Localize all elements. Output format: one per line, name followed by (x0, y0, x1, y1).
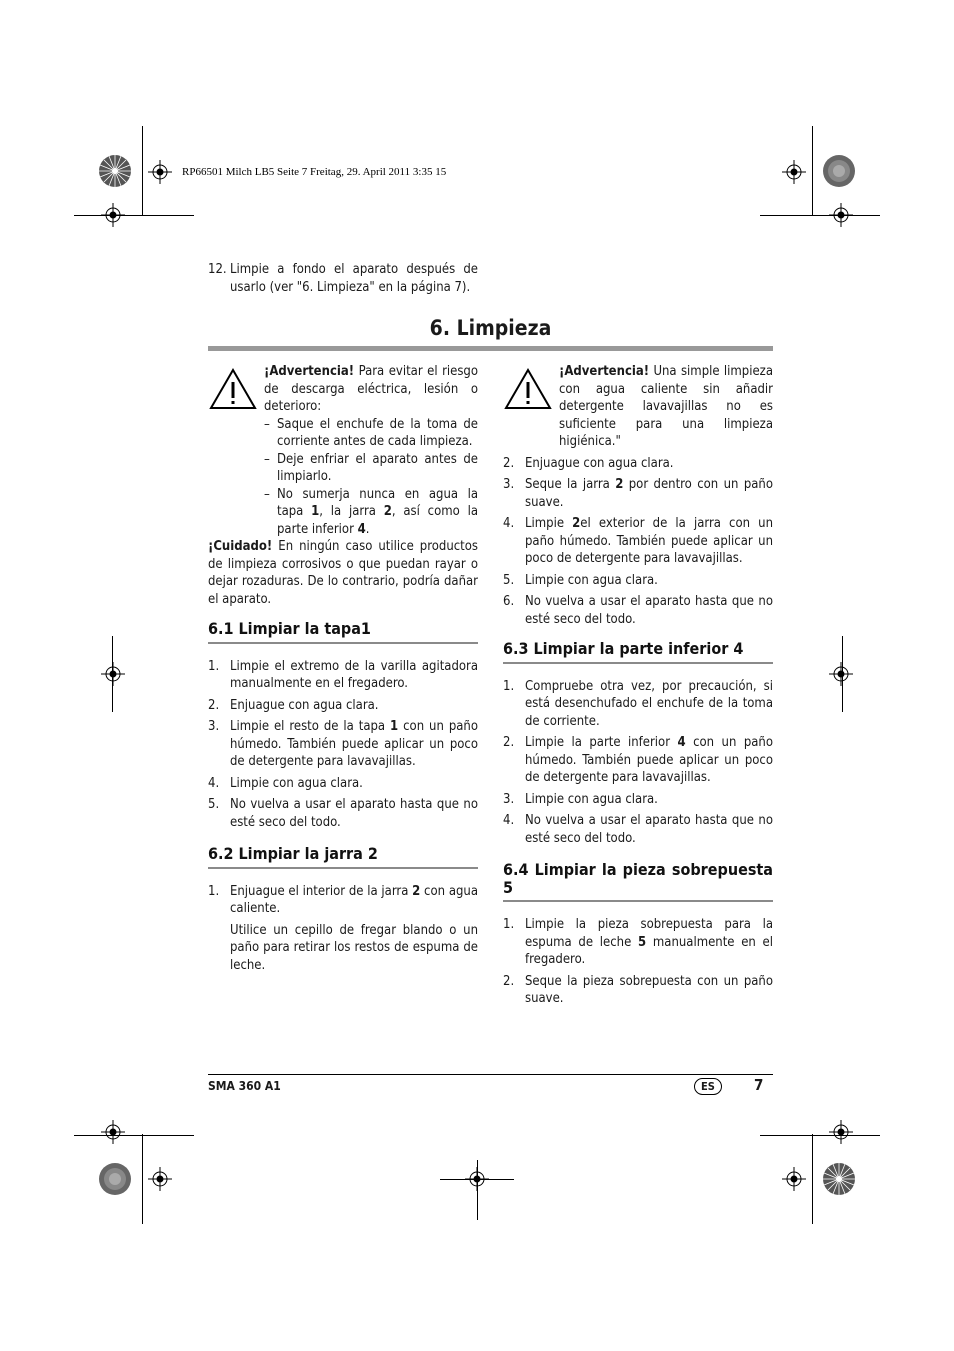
list-item: 4. Limpie 2el exterior de la jarra con un paño húmedo. También puede aplicar un poco de detergente para lavavajillas. (503, 516, 773, 566)
caution-text: En ningún caso utilice productos de limpieza corrosivos o que puedan rayar o dejar rozaduras. De lo contrario, podría dañar el aparato. (208, 539, 478, 607)
right-column (503, 363, 773, 1012)
list-item: 2. Seque la pieza sobrepuesta con un paño suave. (503, 973, 773, 1006)
warning-text: Una simple limpieza con agua caliente sin añadir detergente lavavajillas no es suficiente para una limpieza higiénica." (559, 364, 773, 449)
list-item: 3. Limpie el resto de la tapa 1 con un paño húmedo. También puede aplicar un poco de detergente para lavavajillas. (208, 719, 478, 769)
print-header: RP66501 Milch LB5 Seite 7 Freitag, 29. April 2011 3:35 15 (182, 166, 447, 178)
caution-note (208, 538, 478, 608)
list-item: 2. Enjuague con agua clara. (208, 697, 379, 713)
registration-mark-icon (829, 662, 853, 686)
list-item: 2. Enjuague con agua clara. (503, 455, 674, 471)
footer-rule (208, 1074, 773, 1075)
warning-bullet: – Saque el enchufe de la toma de corriente antes de cada limpieza. (264, 416, 478, 449)
left-column (208, 363, 478, 978)
registration-mark-icon (148, 160, 172, 184)
list-item: 5. Limpie con agua clara. (503, 572, 658, 588)
language-badge: ES (694, 1078, 722, 1095)
warning-triangle-icon (208, 363, 264, 538)
list-item: 2. Limpie la parte inferior 4 con un paño húmedo. También puede aplicar un poco de detergente para lavavajillas. (503, 735, 773, 785)
page-number: 7 (754, 1076, 764, 1094)
title-underline (208, 346, 773, 351)
section-heading-6-2: 6.2 Limpiar la jarra 2 (208, 845, 478, 869)
warning-block (208, 363, 478, 538)
registration-mark-icon (782, 1167, 806, 1191)
registration-mark-icon (148, 1167, 172, 1191)
registration-mark-icon (101, 203, 125, 227)
registration-mark-icon (829, 1120, 853, 1144)
list-item: 4. No vuelva a usar el aparato hasta que no esté seco del todo. (503, 813, 773, 846)
registration-mark-icon (101, 662, 125, 686)
section-heading-6-4: 6.4 Limpiar la pieza sobrepuesta 5 (503, 861, 773, 902)
warning-text: Para evitar el riesgo de descarga eléctrica, lesión o deterioro: (264, 364, 478, 414)
list-item: 3. Seque la jarra 2 por dentro con un paño suave. (503, 477, 773, 510)
warning-triangle-icon (503, 363, 559, 451)
warning-block (503, 363, 773, 451)
model-label: SMA 360 A1 (208, 1079, 281, 1093)
warning-label: ¡Advertencia! (559, 364, 650, 379)
color-target-icon (98, 1162, 132, 1196)
list-item-continuation: Utilice un cepillo de fregar blando o un paño para retirar los restos de espuma de leche. (230, 922, 478, 973)
list-item: 3. Limpie con agua clara. (503, 791, 658, 807)
page-title: 6. Limpieza (429, 316, 552, 340)
list-item: 1. Limpie la pieza sobrepuesta para la espuma de leche 5 manualmente en el fregadero. (503, 917, 774, 967)
color-target-icon (822, 154, 856, 188)
section-heading-6-3: 6.3 Limpiar la parte inferior 4 (503, 640, 773, 664)
warning-bullet: – Deje enfriar el aparato antes de limpiarlo. (264, 451, 478, 484)
list-item: 1. Enjuague el interior de la jarra 2 con agua caliente. (208, 883, 478, 916)
list-item: 4. Limpie con agua clara. (208, 775, 363, 791)
color-target-icon (98, 154, 132, 188)
list-item: 5. No vuelva a usar el aparato hasta que no esté seco del todo. (208, 797, 478, 830)
list-item: 1. Limpie el extremo de la varilla agitadora manualmente en el fregadero. (208, 658, 478, 691)
warning-bullet: – No sumerja nunca en agua la tapa 1, la jarra 2, así como la parte inferior 4. (264, 486, 478, 537)
item-number: 12. (208, 262, 227, 277)
color-target-icon (822, 1162, 856, 1196)
registration-mark-icon (101, 1120, 125, 1144)
list-item: 6. No vuelva a usar el aparato hasta que no esté seco del todo. (503, 594, 773, 627)
list-item: 1. Compruebe otra vez, por precaución, si está desenchufado el enchufe de la toma de corriente. (503, 678, 773, 729)
caution-label: ¡Cuidado! (208, 539, 273, 554)
warning-label: ¡Advertencia! (264, 364, 355, 379)
registration-mark-icon (782, 160, 806, 184)
registration-mark-icon (829, 203, 853, 227)
section-heading-6-1: 6.1 Limpiar la tapa1 (208, 620, 478, 644)
intro-list-item (208, 261, 478, 300)
item-text: Limpie a fondo el aparato después de usarlo (ver "6. Limpieza" en la página 7). (230, 262, 478, 295)
